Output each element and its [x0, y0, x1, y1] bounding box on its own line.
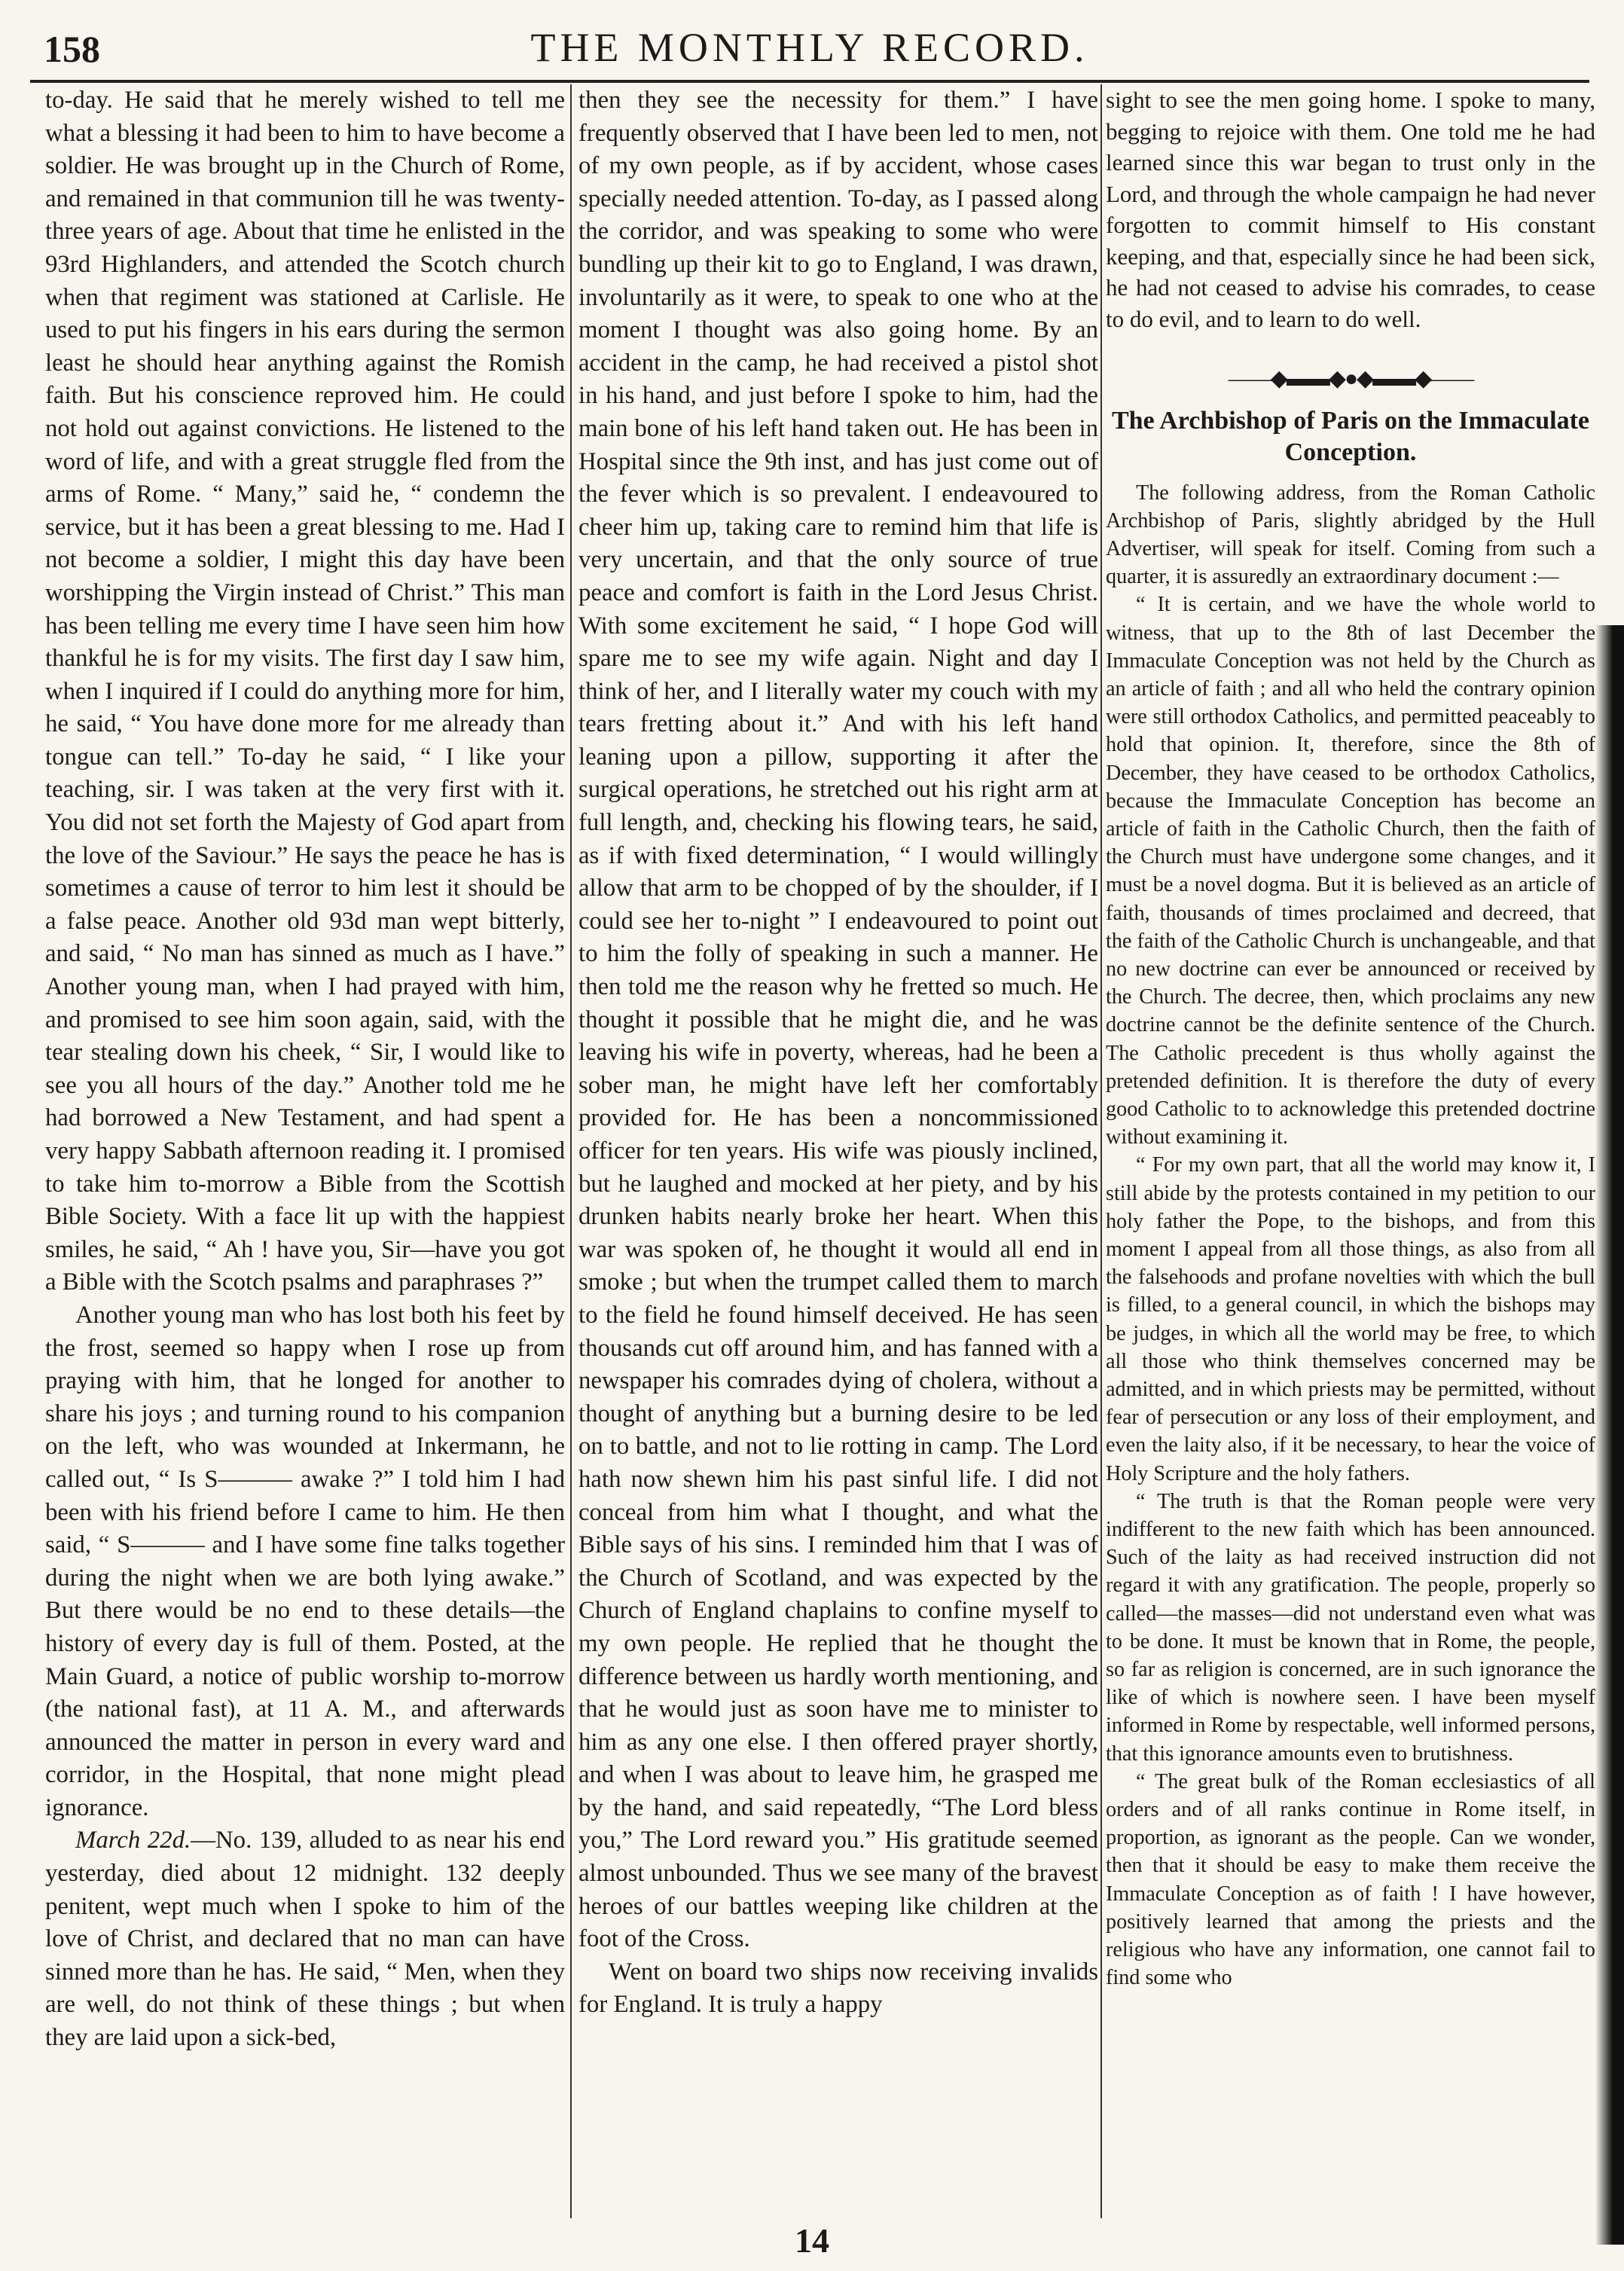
signature-mark: 14 — [795, 2221, 829, 2260]
ornamental-divider: ——◆▬▬◆●◆▬▬◆—— — [1228, 366, 1473, 391]
date-heading: March 22d. — [75, 1827, 191, 1854]
page-number: 158 — [44, 28, 100, 70]
paragraph: “ It is certain, and we have the whole world to witness, that up to the 8th of last December the Immaculate Conception was not held by the Church as an article of faith ; and all who held the contrary opinion were still orthodox Catholics, and permitted peaceably to hold that opinion. It, therefore, since the 8th of December, they have ceased to be orthodox Catholics, because the Immaculate Conception has become an article of faith in the Catholic Church, then the faith of the Church must have undergone some changes, and it must be a novel dogma. But it is believed as an article of faith, thousands of times proclaimed and decreed, that the faith of the Catholic Church is unchangeable, and that no new doctrine can ever be announced or received by the Church. The decree, then, which proclaims any new doctrine cannot be the definite sentence of the Church. The Catholic precedent is thus wholly against the pretended definition. It is therefore the duty of every good Catholic to to acknowledge this pretended doctrine without examining it. — [1106, 593, 1595, 1149]
paragraph: “ The great bulk of the Roman ecclesiastics of all orders and of all ranks continue in Rome itself, in proportion, as ignorant as the people. Can we wonder, then that it should be easy to make them receive the Immaculate Conception as of faith ! I have however, positively learned that among the priests and the religious who have any information, one cannot fail to find some who — [1106, 1769, 1595, 1990]
column-3 — [1106, 84, 1595, 2212]
column-1 — [45, 84, 565, 2212]
column-divider — [1100, 84, 1102, 2218]
page-binding-shadow — [1595, 625, 1624, 2245]
page-header — [30, 11, 1589, 83]
paragraph-text: —No. 139, alluded to as near his end yesterday, died about 12 midnight. 132 deeply penitent, wept much when I spoke to him of the love of Christ, and declared that no man can have sinned more than he has. He said, “ Men, when they are well, do not think of these things ; but when they are laid upon a sick-bed, — [45, 1827, 565, 2052]
paragraph: The following address, from the Roman Catholic Archbishop of Paris, slightly abridged by the Hull Advertiser, will speak for itself. Coming from such a quarter, it is assuredly an extraordinary document :— — [1106, 481, 1595, 589]
article-title: The Archbishop of Paris on the Immaculate Conception. — [1111, 406, 1590, 466]
paragraph: Went on board two ships now receiving invalids for England. It is truly a happy — [578, 1958, 1098, 2019]
column-2 — [578, 84, 1098, 2212]
paragraph: to-day. He said that he merely wished to tell me what a blessing it had been to him to have become a soldier. He was brought up in the Church of Rome, and remained in that communion till he was twenty-three years of age. About that time he enlisted in the 93rd Highlanders, and attended the Scotch church when that regiment was stationed at Carlisle. He used to put his fingers in his ears during the sermon least he should hear anything against the Romish faith. But his conscience reproved him. He could not hold out against convictions. He listened to the word of life, and with a great struggle fled from the arms of Rome. “ Many,” said he, “ condemn the service, but it has been a great blessing to me. Had I not become a soldier, I might this day have been worshipping the Virgin instead of Christ.” This man has been telling me every time I have seen him how thankful he is for my visits. The first day I saw him, when I inquired if I could do anything more for him, he said, “ You have done more for me already than tongue can tell.” To-day he said, “ I like your teaching, sir. I was taken at the very first with it. You did not set forth the Majesty of God apart from the love of the Saviour.” He says the peace he has is sometimes a cause of terror to him lest it should be a false peace. Another old 93d man wept bitterly, and said, “ No man has sinned as much as I have.” Another young man, when I had prayed with him, and promised to see him soon again, said, with the tear stealing down his cheek, “ Sir, I would like to see you all hours of the day.” Another told me he had borrowed a New Testament, and had spent a very happy Sabbath afternoon reading it. I promised to take him to-morrow a Bible from the Scottish Bible Society. With a face lit up with the happiest smiles, he said, “ Ah ! have you, Sir—have you got a Bible with the Scotch psalms and paraphrases ?” — [45, 87, 565, 1296]
column-divider — [570, 84, 572, 2218]
paragraph: then they see the necessity for them.” I have frequently observed that I have been led to men, not of my own people, as if by accident, whose cases specially needed attention. To-day, as I passed along the corridor, and was speaking to some who were bundling up their kit to go to England, I was drawn, involuntarily as it were, to speak to one who at the moment I thought was also going home. By an accident in the camp, he had received a pistol shot in his hand, and just before I spoke to him, had the main bone of his left hand taken out. He has been in Hospital since the 9th inst, and has just come out of the fever which is so prevalent. I endeavoured to cheer him up, taking care to remind him that life is very uncertain, and that the only source of true peace and comfort is faith in the Lord Jesus Christ. With some excitement he said, “ I hope God will spare me to see my wife again. Night and day I think of her, and I literally water my couch with my tears fretting about it.” And with his left hand leaning upon a pillow, supporting it after the surgical operations, he stretched out his right arm at full length, and, checking his flowing tears, he said, as if with fixed determination, “ I would willingly allow that arm to be chopped of by the shoulder, if I could see her to-night ” I endeavoured to point out to him the folly of speaking in such a manner. He then told me the reason why he fretted so much. He thought it possible that he might die, and he was leaving his wife in poverty, whereas, had he been a sober man, he might have left her comfortably provided for. He has been a noncommissioned officer for ten years. His wife was piously inclined, but he laughed and mocked at her piety, and by his drunken habits nearly broke her heart. When this war was spoken of, he thought it would all end in smoke ; but when the trumpet called them to march to the field he found himself deceived. He has seen thousands cut off around him, and has fanned with a newspaper his comrades dying of cholera, without a thought of anything but a burning desire to be led on to battle, and not to lie rotting in camp. The Lord hath now shewn him his past sinful life. I did not conceal from him what I thought, and what the Bible says of his sins. I reminded him that I was of the Church of Scotland, and was expected by the Church of England chaplains to confine myself to my own people. He replied that he thought the difference between us hardly worth mentioning, and that he would just as soon have me to minister to him as any one else. I then offered prayer shortly, and when I was about to leave him, he grasped me by the hand, and said repeatedly, “The Lord bless you,” The Lord reward you.” His gratitude seemed almost unbounded. Thus we see many of the bravest heroes of our battles weeping like children at the foot of the Cross. — [578, 87, 1098, 1953]
masthead-title: THE MONTHLY RECORD. — [530, 25, 1089, 70]
paragraph: “ For my own part, that all the world may know it, I still abide by the protests contained in my petition to our holy father the Pope, to the bishops, and from this moment I appeal from all those things, as also from all the falsehoods and profane novelties with which the bull is filled, to a general council, in which the bishops may be judges, in which all the world may be free, to which all those who think themselves concerned may be admitted, and in which priests may be permitted, without fear of persecution or any loss of their employment, and even the laity also, if it be necessary, to hear the voice of Holy Scripture and the holy fathers. — [1106, 1153, 1595, 1485]
paragraph: “ The truth is that the Roman people were very indifferent to the new faith which has been announced. Such of the laity as had received instruction did not regard it with any gratification. The people, properly so called—the masses—did not understand even what was to be done. It must be known that in Rome, the people, so far as religion is concerned, are in such ignorance the like of which is nowhere seen. I have been myself informed in Rome by respectable, well informed persons, that this ignorance amounts even to brutishness. — [1106, 1489, 1595, 1766]
paragraph: Another young man who has lost both his feet by the frost, seemed so happy when I rose up from praying with him, that he longed for another to share his joys ; and turning round to his companion on the left, who was wounded at Inkermann, he called out, “ Is S——— awake ?” I told him I had been with his friend before I came to him. He then said, “ S——— and I have some fine talks together during the night when we are both lying awake.” But there would be no end to these details—the history of every day is full of them. Posted, at the Main Guard, a notice of public worship to-morrow (the national fast), at 11 A. M., and afterwards announced the matter in person in every ward and corridor, in the Hospital, that none might plead ignorance. — [45, 1301, 565, 1821]
paragraph — [45, 1824, 565, 2054]
paragraph: sight to see the men going home. I spoke to many, begging to rejoice with them. One told me he had learned since this war began to trust only in the Lord, and through the whole campaign he had never forgotten to commit himself to His constant keeping, and that, especially since he had been sick, he had not ceased to advise his comrades, to cease to do evil, and to learn to do well. — [1106, 87, 1595, 332]
